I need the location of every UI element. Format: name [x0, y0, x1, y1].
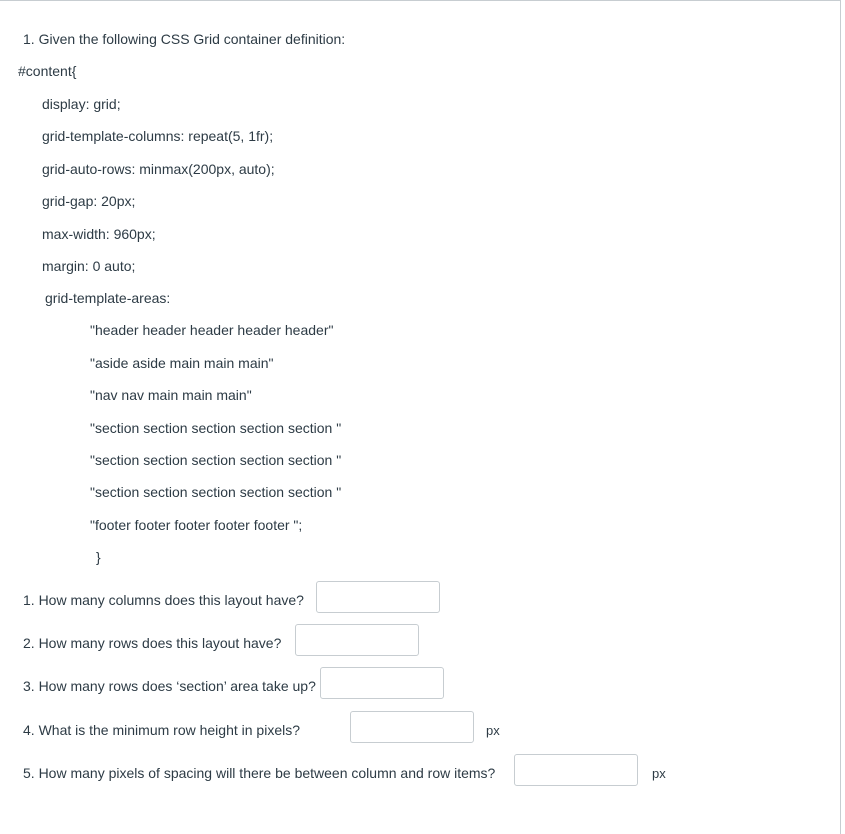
code-declaration: grid-auto-rows: minmax(200px, auto); [42, 161, 275, 177]
min-row-height-unit: px [486, 723, 500, 738]
code-area-row: "footer footer footer footer footer "; [90, 517, 303, 533]
code-area-row: "aside aside main main main" [90, 355, 274, 371]
subquestion-section-rows-label: 3. How many rows does ‘section’ area take up? [23, 678, 316, 694]
min-row-height-answer-input[interactable] [350, 711, 474, 743]
code-declaration: display: grid; [42, 96, 121, 112]
code-declaration: max-width: 960px; [42, 226, 156, 242]
code-area-row: "header header header header header" [90, 322, 334, 338]
subquestion-columns-label: 1. How many columns does this layout have? [23, 592, 304, 608]
spacing-answer-input[interactable] [514, 754, 638, 786]
code-declaration: margin: 0 auto; [42, 258, 136, 274]
subquestion-min-row-height-label: 4. What is the minimum row height in pixels? [23, 722, 300, 738]
subquestion-rows-label: 2. How many rows does this layout have? [23, 635, 282, 651]
section-rows-answer-input[interactable] [320, 667, 444, 699]
code-selector-open: #content{ [18, 63, 77, 79]
spacing-unit: px [652, 766, 666, 781]
code-declaration: grid-template-columns: repeat(5, 1fr); [42, 128, 274, 144]
code-area-row: "nav nav main main main" [90, 387, 252, 403]
columns-answer-input[interactable] [316, 581, 440, 613]
code-area-row: "section section section section section " [90, 484, 342, 500]
code-closing-brace: } [96, 549, 101, 565]
question-intro: 1. Given the following CSS Grid container definition: [23, 31, 346, 47]
code-declaration: grid-gap: 20px; [42, 193, 136, 209]
code-area-row: "section section section section section " [90, 420, 342, 436]
subquestion-spacing-label: 5. How many pixels of spacing will there be between column and row items? [23, 765, 496, 781]
code-area-row: "section section section section section " [90, 452, 342, 468]
code-declaration: grid-template-areas: [45, 290, 171, 306]
rows-answer-input[interactable] [295, 624, 419, 656]
